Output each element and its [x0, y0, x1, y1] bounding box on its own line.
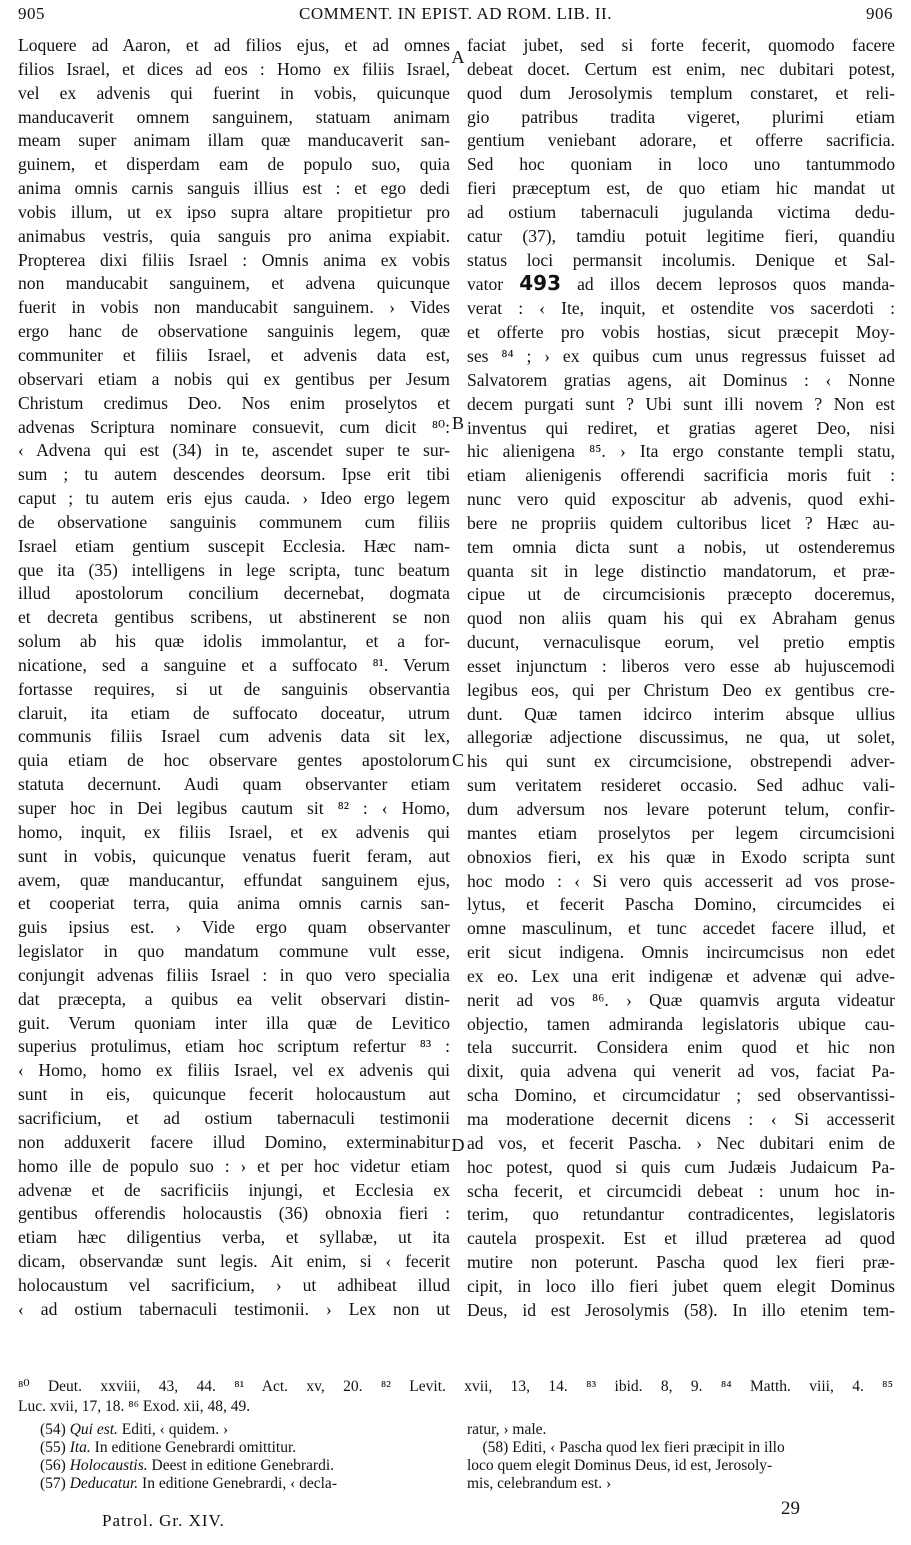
text-line: gio patribus tradita vigeret, plurimi etiam [467, 106, 895, 127]
note-lemma: Qui est. [69, 1421, 118, 1438]
left-column [18, 34, 450, 1322]
text-line: ses ⁸⁴ ; › ex quibus cum unus regressus fuisset ad [467, 345, 895, 366]
text-line: Propterea dixi filiis Israel : Omnis anima ex vobis [18, 249, 450, 270]
text-line: et decreta gentibus scribens, ut abstinerent se non [18, 607, 450, 628]
text-line: vobis illum, ut ex ipso supra altare propitietur pro [18, 201, 450, 222]
text-line: vel ex advenis qui fuerint in vobis, quicunque [18, 82, 450, 103]
text-line: solum ab his quæ idolis immolantur, et a for- [18, 631, 450, 652]
text-line: objectio, tamen admiranda legislatoris ubique cau- [467, 1013, 895, 1034]
footnote-ref-line: ⁸⁰ Deut. xxviii, 43, 44. ⁸¹ Act. xv, 20. ⁸² Levit. xvii, 13, 14. ⁸³ ibid. 8, 9. ⁸⁴ Matth. viii, 4. ⁸⁵ [18, 1378, 893, 1395]
text-line: observari etiam a nobis qui ex gentibus per Jesum [18, 368, 450, 389]
text-line: faciat jubet, sed si forte fecerit, quomodo facere [467, 35, 895, 55]
text-line: nunc vero quid exposcitur ab advenis, quod exhi- [467, 489, 895, 510]
text-line: verat : ‹ Ite, inquit, et ostendite vos sacerdoti : [467, 298, 895, 319]
note-line [40, 1475, 450, 1493]
text-line: erit sicut indigena. Omnis incircumcisus non edet [467, 942, 895, 963]
text-line: allegoriæ adjectione discussimus, ne qua, ut solet, [467, 727, 895, 748]
text-line: dat præcepta, a quibus ea velit observari distin- [18, 988, 450, 1009]
text-line: nerit ad vos ⁸⁶. › Quæ quamvis arguta videatur [467, 989, 895, 1010]
text-line: legibus eos, qui per Christum Deo ex gentibus cre- [467, 679, 895, 700]
text-line: gentium veniebant adorare, et offerre sacrificia. [467, 130, 895, 151]
section-marker-b: B [451, 413, 464, 433]
text-line: fuerit in vobis non manducabit sanguinem. › Vides [18, 297, 450, 318]
running-title: COMMENT. IN EPIST. AD ROM. LIB. II. [299, 4, 612, 23]
running-header [18, 4, 893, 30]
text-line: his qui sunt ex circumcisione, obstrependi adver- [467, 751, 895, 772]
text-line: sunt in eis, quicunque fecerit holocaustum aut [18, 1084, 450, 1105]
text-line: hoc potest, quod si quis cum Judæis Judaicum Pa- [467, 1156, 895, 1177]
text-line: ex eo. Lex una erit indigenæ et advenæ qui adve- [467, 965, 895, 986]
text-span: vator [467, 274, 520, 295]
note-lemma: Deducatur. [69, 1475, 139, 1492]
note-text: In editione Genebrardi, ‹ decla- [138, 1475, 337, 1492]
text-line: decem purgati sunt ? Ubi sunt illi novem ? Non est [467, 393, 895, 414]
section-marker-a: A [451, 47, 465, 67]
text-span: ad illos decem leprosos quos manda- [561, 274, 895, 295]
text-line: quia etiam de hoc observare gentes apostolorum [18, 750, 450, 771]
text-line: homo, inquit, ex filiis Israel, et ex advenis qui [18, 821, 450, 842]
text-line: meam super animam illam quæ manducaverit san- [18, 130, 450, 151]
page-number-right: 906 [866, 4, 893, 23]
text-line: communiter et filiis Israel, et advenis data est, [18, 344, 450, 365]
footnote-references [18, 1377, 893, 1417]
note-lemma: Ita. [69, 1439, 91, 1456]
text-line: Loquere ad Aaron, et ad filios ejus, et ad omnes [18, 35, 450, 55]
text-line: statuta decernunt. Audi quam observanter etiam [18, 774, 450, 795]
page-number-left: 905 [18, 4, 45, 23]
text-line: Sed hoc quoniam in loco uno tantummodo [467, 154, 895, 175]
note-text: Deest in editione Genebrardi. [147, 1457, 335, 1474]
text-line: ma moderatione decernit dicens : ‹ Si accesserit [467, 1108, 895, 1129]
section-marker-c: C [451, 750, 464, 770]
text-line: claruit, ita etiam de suffocato doceatur, utrum [18, 702, 450, 723]
text-line: ergo hanc de observatione sanguinis legem, quæ [18, 321, 450, 342]
text-line: Israel etiam gentium suscepit Ecclesia. Hæc nam- [18, 535, 450, 556]
text-line: sunt in vobis, quicunque venatus fuerit feram, aut [18, 845, 450, 866]
note-number: (56) [40, 1457, 70, 1474]
text-line: etiam hæc diligentius verba, et syllabæ, ut ita [18, 1227, 450, 1248]
text-line: guinem, et disperdam eam de populo suo, quia [18, 154, 450, 175]
note-text: In editione Genebrardi omittitur. [90, 1439, 297, 1456]
text-line: ‹ Advena qui est (34) in te, ascendet super te sur- [18, 440, 450, 461]
text-line: gentibus offerendis holocaustis (36) obnoxia fieri : [18, 1203, 450, 1224]
text-line: et offerte pro vobis hostias, sicut præcepit Moy- [467, 322, 895, 343]
text-line: animabus vestris, quia sanguis pro anima expiabit. [18, 225, 450, 246]
note-number: (57) [40, 1475, 70, 1492]
column-number: 493 [519, 272, 561, 296]
text-line: dum adversum nos levare poterunt telum, confir- [467, 799, 895, 819]
footnote-ref-line: Luc. xvii, 17, 18. ⁸⁶ Exod. xii, 48, 49. [18, 1398, 251, 1415]
text-line: de observatione sanguinis communem cum filiis [18, 511, 450, 532]
text-line: scha fecerit, et circumcidi debeat : unum hoc in- [467, 1180, 895, 1201]
text-line: mantes etiam proselytos per legem circumcisioni [467, 822, 895, 843]
text-line: manducaverit omnem sanguinem, statuam animam [18, 106, 450, 127]
text-line: homo ille de populo suo : › et per hoc videtur etiam [18, 1155, 450, 1176]
text-line: quanta sit in lege distinctio mandatorum, et præ- [467, 560, 895, 581]
text-line: hoc modo : ‹ Si vero quis accesserit ad vos prose- [467, 870, 895, 891]
text-line: non adduxerit facere illud Domino, exterminabitur [18, 1131, 450, 1152]
text-line: catur (37), tamdiu potuit legitime fieri, quandiu [467, 225, 895, 246]
text-line: cautela prospexit. Est et illud præterea ad quod [467, 1228, 895, 1249]
text-line: non manducabit sanguinem, et advena quicunque [18, 273, 450, 294]
note-line: (58) Editi, ‹ Pascha quod lex fieri præcipit in illo [467, 1439, 785, 1456]
text-line: bere ne propriis quidem cultoribus licet ? Hæc au- [467, 512, 895, 533]
text-line: dunt. Quæ tamen idcirco interim absque ullius [467, 703, 895, 724]
text-line: sum ; tu autem descendes deorsum. Ipse erit tibi [18, 464, 450, 485]
note-line: ratur, › male. [467, 1421, 547, 1438]
text-line: sacrificium, et ad ostium tabernaculi testimonii [18, 1107, 450, 1128]
text-line: ad ostium tabernaculi jugulanda victima dedu- [467, 201, 895, 222]
text-line: anima omnis carnis sanguis illius est : et ego dedi [18, 178, 450, 199]
text-line: advenas Scriptura nominare consuevit, cum dicit ⁸⁰: [18, 416, 450, 437]
text-line: nicatione, sed a sanguine et a suffocato ⁸¹. Verum [18, 654, 450, 675]
note-line [40, 1421, 450, 1439]
text-line: caput ; tu autem eris ejus cauda. › Ideo ergo legem [18, 488, 450, 509]
text-line: ‹ ad ostium tabernaculi testimonii. › Lex non ut [18, 1298, 450, 1319]
text-line: filios Israel, et dices ad eos : Homo ex filiis Israel, [18, 58, 450, 79]
text-line: guis ipsius est. › Vide ergo quam observanter [18, 917, 450, 938]
text-line: communis filiis Israel cum advenis data sit lex, [18, 726, 450, 747]
note-lemma: Holocaustis. [69, 1457, 148, 1474]
text-line: fieri præceptum est, de quo etiam hic mandat ut [467, 178, 895, 199]
text-line: inventus qui rediret, et gratias ageret Deo, nisi [467, 417, 895, 438]
note-text: Editi, ‹ quidem. › [117, 1421, 229, 1438]
text-line: que ita (35) intelligens in lege scripta, tunc beatum [18, 559, 450, 580]
text-line: obnoxios fieri, ex his quæ in Exodo scripta sunt [467, 846, 895, 867]
section-marker-d: D [451, 1135, 465, 1155]
text-line: lytus, et fecerit Pascha Domino, circumcides ei [467, 894, 895, 915]
text-line: Deus, id est Jerosolymis (58). In illo etenim tem- [467, 1299, 895, 1320]
text-line: illud apostolorum concilium decernebat, dogmata [18, 583, 450, 604]
text-line: omne masculinum, et tunc accedet facere illud, et [467, 918, 895, 939]
note-line [40, 1439, 450, 1457]
text-line: conjungit advenas filiis Israel : in quo vero specialia [18, 964, 450, 985]
note-number: (55) [40, 1439, 70, 1456]
text-line: superius protulimus, etiam hoc scriptum refertur ⁸³ : [18, 1036, 450, 1057]
text-line: terim, quo retundantur contradicentes, legislatoris [467, 1204, 895, 1225]
text-line: Christum credimus Deo. Nos enim proselytos et [18, 392, 450, 413]
text-line: ‹ Homo, homo ex filiis Israel, vel ex advenis qui [18, 1060, 450, 1081]
text-line: mutire non poterunt. Pascha quod lex fieri præ- [467, 1252, 895, 1273]
text-line: quod non aliis quam his qui ex Abraham genus [467, 608, 895, 629]
text-line: fortasse requires, si ut de sanguinis observantia [18, 678, 450, 699]
note-line: mis, celebrandum est. › [467, 1475, 612, 1492]
editorial-notes-left [40, 1421, 450, 1493]
text-line: dicam, observandæ sunt legis. Ait enim, si ‹ fecerit [18, 1251, 450, 1272]
text-line: status loci permansit incolumis. Denique et Sal- [467, 249, 895, 270]
text-line: quod dum Jerosolymis templum constaret, et reli- [467, 82, 895, 103]
text-line: etiam alienigenis offerendi sacrificia moris fuit : [467, 465, 895, 486]
text-line: esset injunctum : liberos vero esse ab hujuscemodi [467, 655, 895, 676]
note-line: loco quem elegit Dominus Deus, id est, Jerosoly- [467, 1457, 773, 1474]
text-line: advenæ et de sacrificiis injungi, et Ecclesia ex [18, 1179, 450, 1200]
editorial-notes-right [467, 1421, 892, 1493]
note-number: (54) [40, 1421, 70, 1438]
text-line: cipit, in loco illo fieri jubet quem elegit Dominus [467, 1275, 895, 1296]
text-line: avem, quæ manducantur, effundat sanguinem ejus, [18, 869, 450, 890]
signature-mark: 29 [781, 1498, 800, 1519]
text-line: guit. Verum quoniam inter illa quæ de Levitico [18, 1012, 450, 1033]
text-line: scha Domino, et circumcidatur ; sed observantissi- [467, 1085, 895, 1106]
text-line: debeat docet. Certum est enim, nec dubitari potest, [467, 58, 895, 79]
note-line [40, 1457, 450, 1475]
text-line-with-column-number [467, 272, 895, 297]
text-line: dixit, quia advena qui venerit ad vos, faciat Pa- [467, 1061, 895, 1082]
text-line: Salvatorem gratias agens, ait Dominus : ‹ Nonne [467, 369, 895, 390]
series-footer: Patrol. Gr. XIV. [102, 1511, 225, 1530]
text-line: ad vos, et fecerit Pascha. › Nec dubitari enim de [467, 1132, 895, 1153]
text-line: tela succurrit. Considera enim quod et hic non [467, 1037, 895, 1058]
text-line: super hoc in Dei legibus cautum sit ⁸² : ‹ Homo, [18, 798, 450, 818]
text-line: sum veritatem resideret occasio. Sed adhuc vali- [467, 775, 895, 796]
text-line: holocaustum vel sacrificium, › ut adhibeat illud [18, 1274, 450, 1295]
text-line: ducunt, vernaculisque eorum, vel pretio emptis [467, 632, 895, 653]
text-line: tem omnia dicta sunt a nobis, ut ostenderemus [467, 536, 895, 557]
text-line: et cooperiat terra, quia anima omnis carnis san- [18, 893, 450, 914]
right-column [467, 34, 895, 1323]
text-line: legislator in quo mandatum commune vult esse, [18, 941, 450, 962]
text-line: cipue ut de circumcisionis præcepto doceremus, [467, 584, 895, 605]
text-line: hic alienigena ⁸⁵. › Ita ergo constante templi statu, [467, 441, 895, 462]
